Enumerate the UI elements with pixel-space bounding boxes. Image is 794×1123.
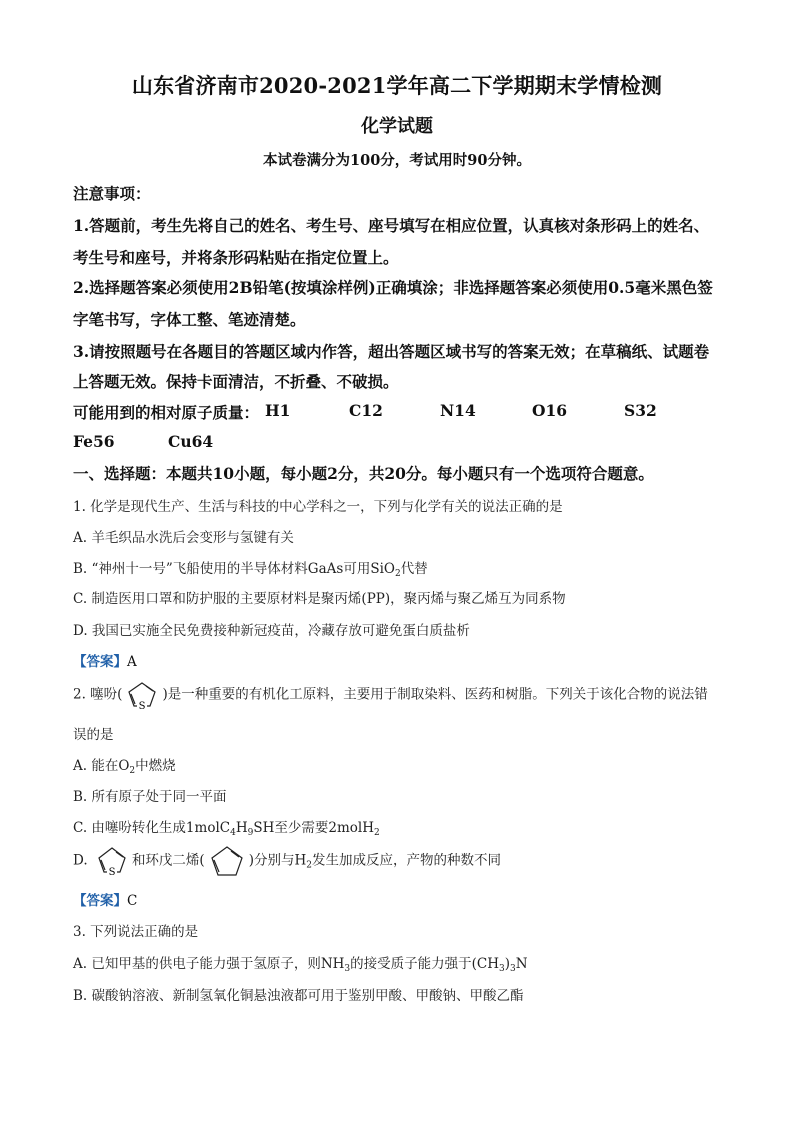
q1-option-b: B. “神州十一号”飞船使用的半导体材料GaAs可用SiO$_2$代替	[73, 561, 428, 579]
answer-tag: 【答案】	[73, 654, 127, 670]
atomic-mass-o: O16	[532, 401, 568, 420]
thiophene-structure-icon	[122, 680, 162, 710]
note-1-line-1: 1.答题前，考生先将自己的姓名、考生号、座号填写在相应位置，认真核对条形码上的姓名、	[73, 216, 710, 235]
svg-text:S: S	[108, 867, 116, 877]
q1-option-a: A. 羊毛织品水洗后会变形与氢键有关	[73, 530, 294, 546]
atomic-mass-s: S32	[624, 401, 657, 420]
q2-option-d: D. S 和环戊二烯( )分别与$H_2$发生加成反应，产物的种数不同	[73, 844, 501, 878]
q1-stem: 1. 化学是现代生产、生活与科技的中心学科之一，下列与化学有关的说法正确的是	[73, 499, 563, 515]
thiophene-structure-icon	[92, 845, 132, 877]
notes-heading: 注意事项：	[73, 184, 151, 203]
atomic-mass-n: N14	[440, 401, 476, 420]
atomic-mass-fe: Fe56	[73, 432, 115, 451]
q1-answer: 【答案】A	[73, 654, 137, 670]
q3-stem: 3. 下列说法正确的是	[73, 924, 199, 940]
q2-stem-line-2: 误的是	[73, 727, 114, 743]
q3-option-b: B. 碳酸钠溶液、新制氢氧化铜悬浊液都可用于鉴别甲酸、甲酸钠、甲酸乙酯	[73, 988, 524, 1004]
note-2-line-2: 字笔书写，字体工整、笔迹清楚。	[73, 310, 306, 329]
page-title: 山东省济南市2020-2021学年高二下学期期末学情检测	[131, 73, 663, 98]
answer-tag: 【答案】	[73, 893, 127, 909]
note-3-line-2: 上答题无效。保持卡面清洁，不折叠、不破损。	[73, 372, 399, 391]
q1-option-c: C. 制造医用口罩和防护服的主要原材料是聚丙烯(PP)，聚丙烯与聚乙烯互为同系物	[73, 591, 566, 607]
q2-option-b: B. 所有原子处于同一平面	[73, 789, 227, 805]
atomic-mass-cu: Cu64	[168, 432, 214, 451]
atomic-mass-c: C12	[349, 401, 383, 420]
q3-option-a: A. 已知甲基的供电子能力强于氢原子，则$NH_3$的接受质子能力强于$(CH_3)_3N$	[73, 956, 528, 974]
exam-info: 本试卷满分为100分，考试用时90分钟。	[263, 152, 531, 169]
q2-option-a: A. 能在$O_2$中燃烧	[73, 758, 176, 776]
atomic-mass-h: H1	[265, 401, 291, 420]
q2-option-c: C. 由噻吩转化生成$1molC_4H_9SH$至少需要2molH$_2$	[73, 820, 380, 838]
atomic-mass-label: 可能用到的相对原子质量：	[73, 403, 260, 422]
cyclopentadiene-structure-icon	[205, 844, 249, 878]
q2-answer: 【答案】C	[73, 893, 138, 909]
page-subtitle: 化学试题	[361, 116, 433, 137]
q2-stem-line-1: 2. 噻吩( S )是一种重要的有机化工原料，主要用于制取染料、医药和树脂。下列关于该化合物的说法错	[73, 680, 708, 710]
q1-option-d: D. 我国已实施全民免费接种新冠疫苗，冷藏存放可避免蛋白质盐析	[73, 623, 470, 639]
note-3-line-1: 3.请按照题号在各题目的答题区域内作答，超出答题区域书写的答案无效；在草稿纸、试题卷	[73, 342, 710, 361]
note-1-line-2: 考生号和座号，并将条形码粘贴在指定位置上。	[73, 248, 399, 267]
note-2-line-1: 2.选择题答案必须使用2B铅笔(按填涂样例)正确填涂；非选择题答案必须使用0.5毫米黑色签	[73, 278, 713, 297]
svg-text:S: S	[139, 701, 146, 710]
section-1-heading: 一、选择题：本题共10小题，每小题2分，共20分。每小题只有一个选项符合题意。	[73, 464, 654, 483]
